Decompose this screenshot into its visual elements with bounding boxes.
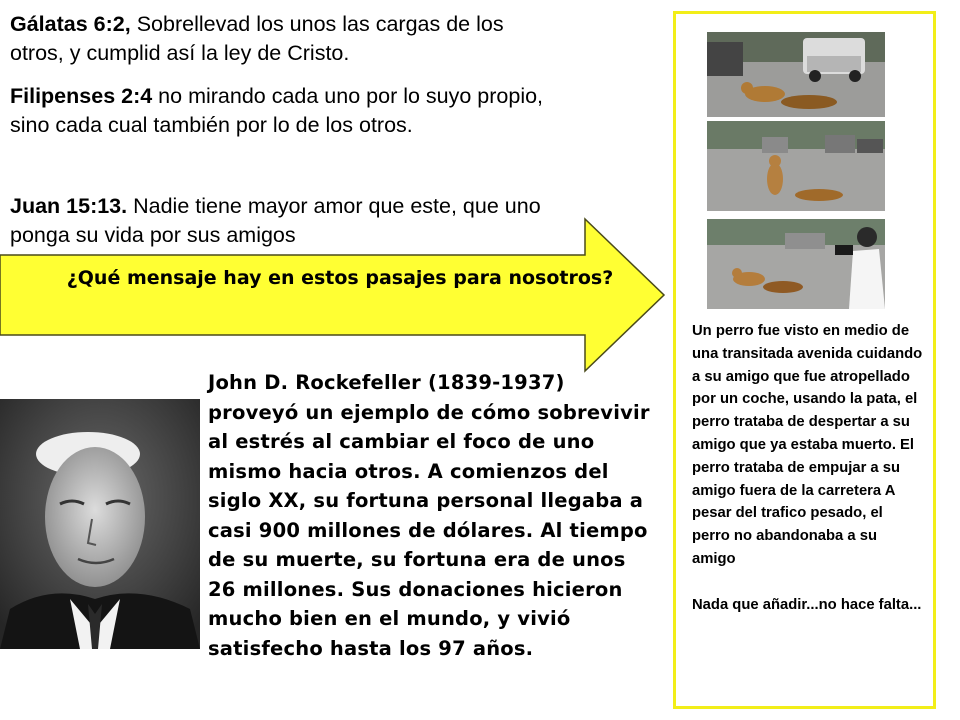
verse-ref: Gálatas 6:2,	[10, 12, 131, 36]
question-arrow	[0, 217, 670, 375]
dog-street-photo-2	[707, 121, 885, 211]
verse-text: Sobrellevad los unos las cargas de los otros, y cumplid así la ley de Cristo.	[10, 12, 504, 65]
verse-ref: Juan 15:13.	[10, 194, 128, 218]
dog-street-photo-1	[707, 32, 885, 117]
dog-story-closing: Nada que añadir...no hace falta...	[692, 596, 922, 613]
rockefeller-bio: John D. Rockefeller (1839-1937) proveyó un ejemplo de cómo sobrevivir al estrés al cambiar el foco de uno mismo hacia otros. A comienzos del siglo XX, su fortuna personal llegaba a casi 900 millones de dólares. Al tiempo de su muerte, su fortuna era de unos 26 millones. Sus donaciones hicieron mucho bien en el mundo, y vivió satisfecho hasta los 97 años.	[208, 371, 650, 660]
dog-street-photo-3	[707, 219, 885, 309]
dog-story-panel	[673, 11, 936, 709]
dog-story-paragraph: Un perro fue visto en medio de una transitada avenida cuidando a su amigo que fue atropellado por un coche, usando la pata, el perro trataba de despertar a su amigo que ya estaba muerto. El perro trataba de empujar a su amigo fuera de la carretera A pesar del trafico pesado, el perro no abandonaba a su amigo	[692, 323, 923, 567]
rockefeller-portrait-photo	[0, 399, 200, 649]
verse-text: no mirando cada uno por lo suyo propio, sino cada cual también por lo de los otros.	[10, 84, 544, 137]
arrow-question-text: ¿Qué mensaje hay en estos pasajes para nosotros?	[66, 267, 614, 289]
dog-story-text	[692, 320, 924, 617]
verse-text: Nadie tiene mayor amor que este, que uno ponga su vida por sus amigos	[10, 194, 541, 247]
verse-filipenses	[10, 82, 550, 140]
verse-ref: Filipenses 2:4	[10, 84, 153, 108]
verse-galatas	[10, 10, 550, 68]
